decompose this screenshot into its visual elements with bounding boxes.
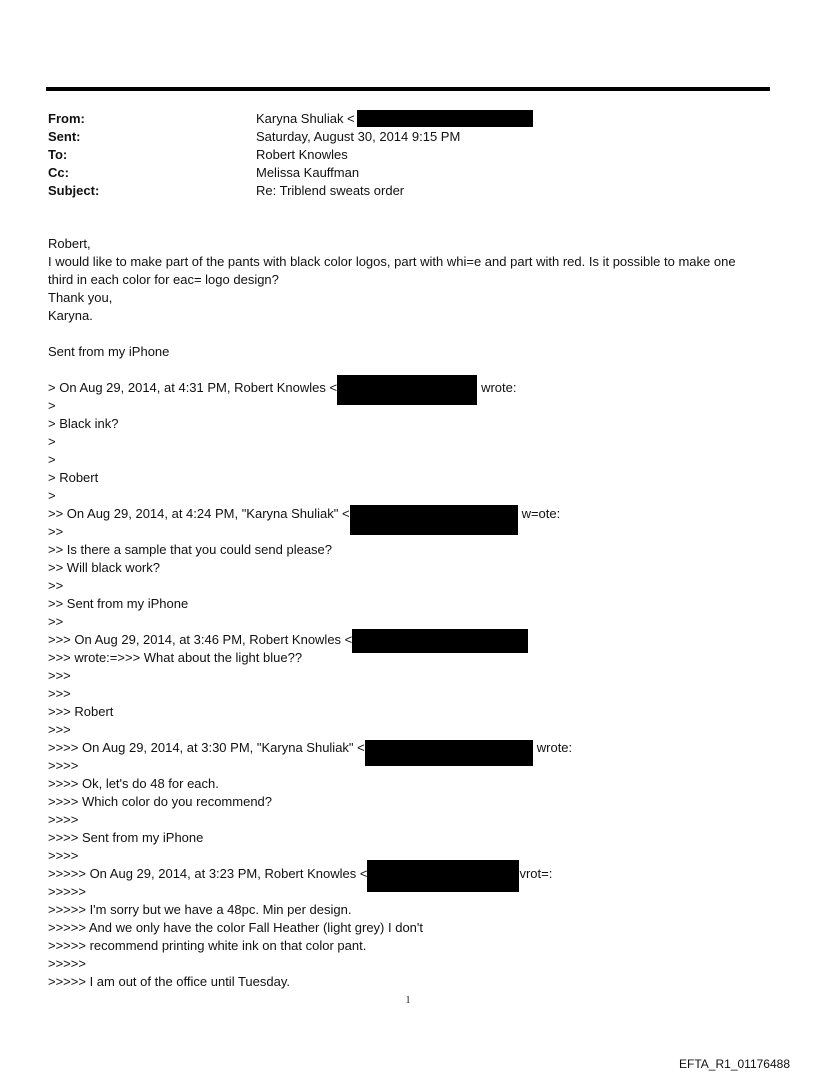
from-label: From: <box>48 111 85 126</box>
quoted-text: >>> On Aug 29, 2014, at 3:46 PM, Robert Knowles < <box>48 632 353 647</box>
quoted-line: >>> Robert <box>48 704 114 719</box>
quoted-text: wrote: <box>536 740 573 755</box>
quoted-text: >> On Aug 29, 2014, at 4:24 PM, "Karyna Shuliak" < <box>48 506 350 521</box>
redaction-box <box>357 110 533 127</box>
page-number: 1 <box>405 995 411 1006</box>
quoted-line: > <box>48 452 56 467</box>
cc-value: Melissa Kauffman <box>256 165 360 180</box>
quoted-line: >> Sent from my iPhone <box>48 596 189 611</box>
sent-value: Saturday, August 30, 2014 9:15 PM <box>256 129 461 144</box>
quoted-line: >>>> Ok, let's do 48 for each. <box>48 776 219 791</box>
quoted-line: >>>>> <box>48 956 86 971</box>
subject-value: Re: Triblend sweats order <box>256 183 405 198</box>
quoted-line: >>>>> I am out of the office until Tuesday. <box>48 974 290 989</box>
redaction-box <box>350 505 518 535</box>
quoted-text: wrote: <box>481 380 517 395</box>
quoted-line: >>> <box>48 686 71 701</box>
subject-row <box>48 182 748 200</box>
quoted-line: >>>>> And we only have the color Fall Heather (light grey) I don't <box>48 920 424 935</box>
email-header <box>48 110 748 200</box>
quoted-line <box>48 739 758 757</box>
quoted-line: >> <box>48 578 64 593</box>
quoted-line: >>>> Which color do you recommend? <box>48 794 273 809</box>
quoted-line: >>>> Sent from my iPhone <box>48 830 204 845</box>
thanks-line: Thank you, <box>48 290 113 305</box>
from-value <box>256 110 748 128</box>
from-name: Karyna Shuliak < <box>256 111 355 126</box>
from-row <box>48 110 748 128</box>
quoted-line: >>>>> <box>48 884 86 899</box>
quoted-line: > <box>48 434 56 449</box>
redaction-box <box>367 860 519 892</box>
quoted-line <box>48 631 758 649</box>
quoted-line: >>>> <box>48 848 79 863</box>
quoted-line: >>>> <box>48 812 79 827</box>
sent-from-line: Sent from my iPhone <box>48 344 170 359</box>
quoted-line: >> Is there a sample that you could send please? <box>48 542 333 557</box>
quoted-text: >>>> On Aug 29, 2014, at 3:30 PM, "Karyna Shuliak" < <box>48 740 365 755</box>
redaction-box <box>337 375 477 405</box>
quoted-line <box>48 865 758 883</box>
greeting: Robert, <box>48 236 91 251</box>
cc-label: Cc: <box>48 165 69 180</box>
quoted-line: >> <box>48 614 64 629</box>
to-label: To: <box>48 147 68 162</box>
quoted-line <box>48 505 758 523</box>
subject-label: Subject: <box>48 183 100 198</box>
quoted-line: > Robert <box>48 470 99 485</box>
quoted-text: vrot=: <box>519 866 553 881</box>
quoted-text: > On Aug 29, 2014, at 4:31 PM, Robert Knowles < <box>48 380 338 395</box>
quoted-line: >>> wrote:=>>> What about the light blue?? <box>48 650 303 665</box>
quoted-line: >>> <box>48 722 71 737</box>
quoted-line: >>> <box>48 668 71 683</box>
message-paragraph: I would like to make part of the pants with black color logos, part with whi=e and part with red. Is it possible to make one third in each color for eac= logo design? <box>48 254 736 287</box>
redaction-box <box>352 629 528 653</box>
quoted-text: >>>>> On Aug 29, 2014, at 3:23 PM, Robert Knowles < <box>48 866 368 881</box>
email-body <box>48 235 758 991</box>
signoff-line: Karyna. <box>48 308 93 323</box>
quoted-line: > <box>48 488 56 503</box>
quoted-line: >>>> <box>48 758 79 773</box>
quoted-line: >> Will black work? <box>48 560 160 575</box>
header-rule <box>46 87 770 91</box>
to-value: Robert Knowles <box>256 147 348 162</box>
quoted-line: > <box>48 398 56 413</box>
redaction-box <box>365 740 533 766</box>
to-row <box>48 146 748 164</box>
quoted-text: w=ote: <box>521 506 561 521</box>
quoted-line: >> <box>48 524 64 539</box>
quoted-line: >>>>> I'm sorry but we have a 48pc. Min per design. <box>48 902 352 917</box>
quoted-line: > Black ink? <box>48 416 119 431</box>
sent-row <box>48 128 748 146</box>
blank-line <box>48 325 758 343</box>
quoted-line: >>>>> recommend printing white ink on that color pant. <box>48 938 367 953</box>
sent-label: Sent: <box>48 129 81 144</box>
cc-row <box>48 164 748 182</box>
bates-number: EFTA_R1_01176488 <box>679 1057 790 1071</box>
quoted-line <box>48 379 758 397</box>
